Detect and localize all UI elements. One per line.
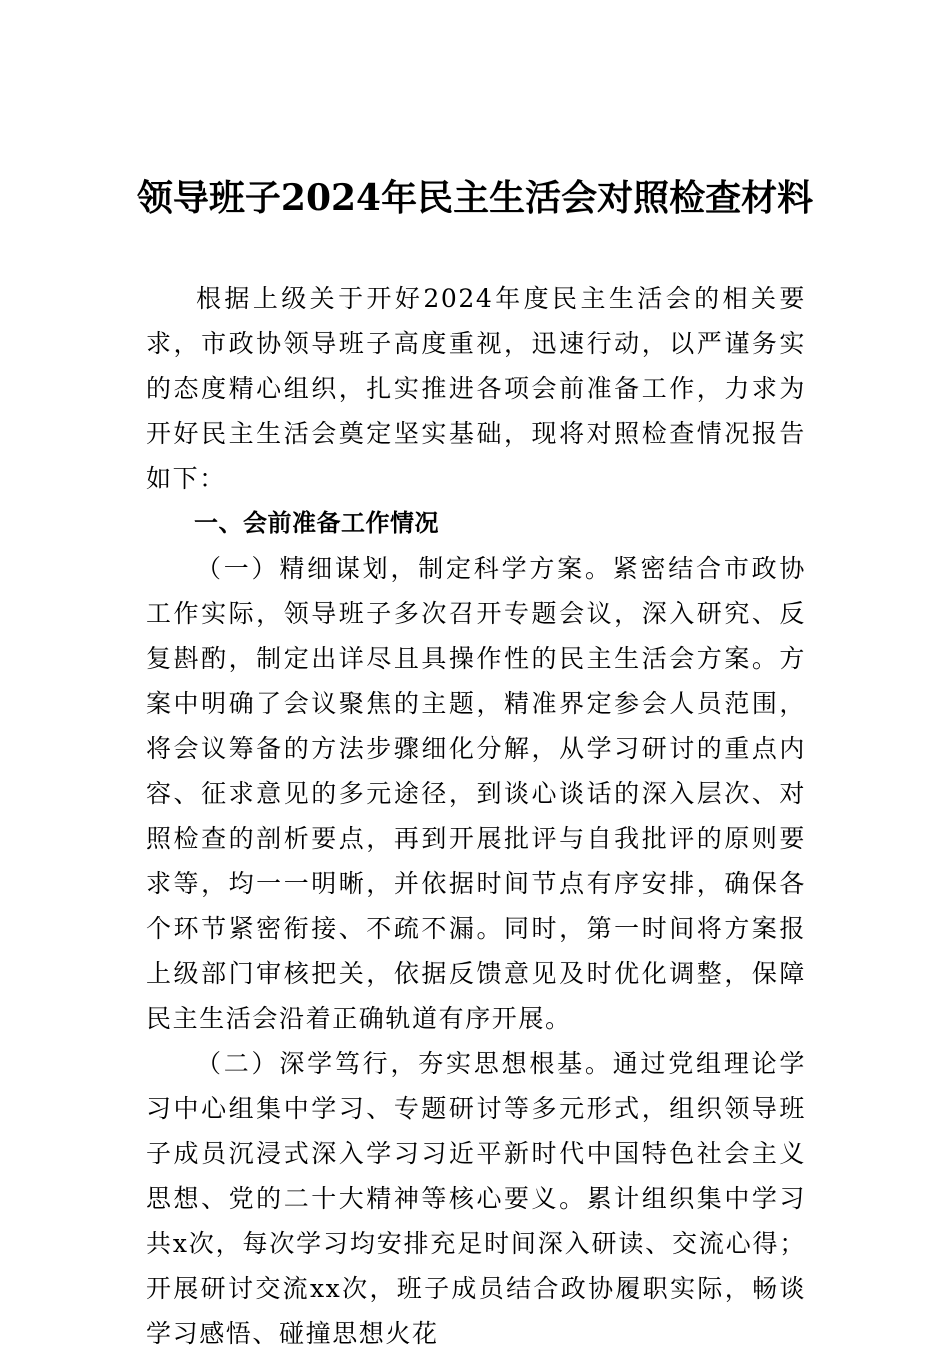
paragraph-1: （一）精细谋划，制定科学方案。紧密结合市政协工作实际，领导班子多次召开专题会议，深入研究、反复斟酌，制定出详尽且具操作性的民主生活会方案。方案中明确了会议聚焦的主题，精准界定参会人员范围，将会议筹备的方法步骤细化分解，从学习研讨的重点内容、征求意见的多元途径，到谈心谈话的深入层次、对照检查的剖析要点，再到开展批评与自我批评的原则要求等，均一一明晰，并依据时间节点有序安排，确保各个环节紧密衔接、不疏不漏。同时，第一时间将方案报上级部门审核把关，依据反馈意见及时优化调整，保障民主生活会沿着正确轨道有序开展。 <box>146 554 806 1033</box>
intro-paragraph: 根据上级关于开好2024年度民主生活会的相关要求，市政协领导班子高度重视，迅速行动，以严谨务实的态度精心组织，扎实推进各项会前准备工作，力求为开好民主生活会奠定坚实基础，现将对照检查情况报告如下： <box>146 284 806 493</box>
document-title: 领导班子2024年民主生活会对照检查材料 <box>136 177 814 219</box>
document-body <box>146 276 806 1356</box>
section-heading-1: 一、会前准备工作情况 <box>194 509 439 537</box>
paragraph-2: （二）深学笃行，夯实思想根基。通过党组理论学习中心组集中学习、专题研讨等多元形式，组织领导班子成员沉浸式深入学习习近平新时代中国特色社会主义思想、党的二十大精神等核心要义。累计组织集中学习共x次，每次学习均安排充足时间深入研读、交流心得；开展研讨交流xx次，班子成员结合政协履职实际，畅谈学习感悟、碰撞思想火花 <box>146 1049 806 1348</box>
